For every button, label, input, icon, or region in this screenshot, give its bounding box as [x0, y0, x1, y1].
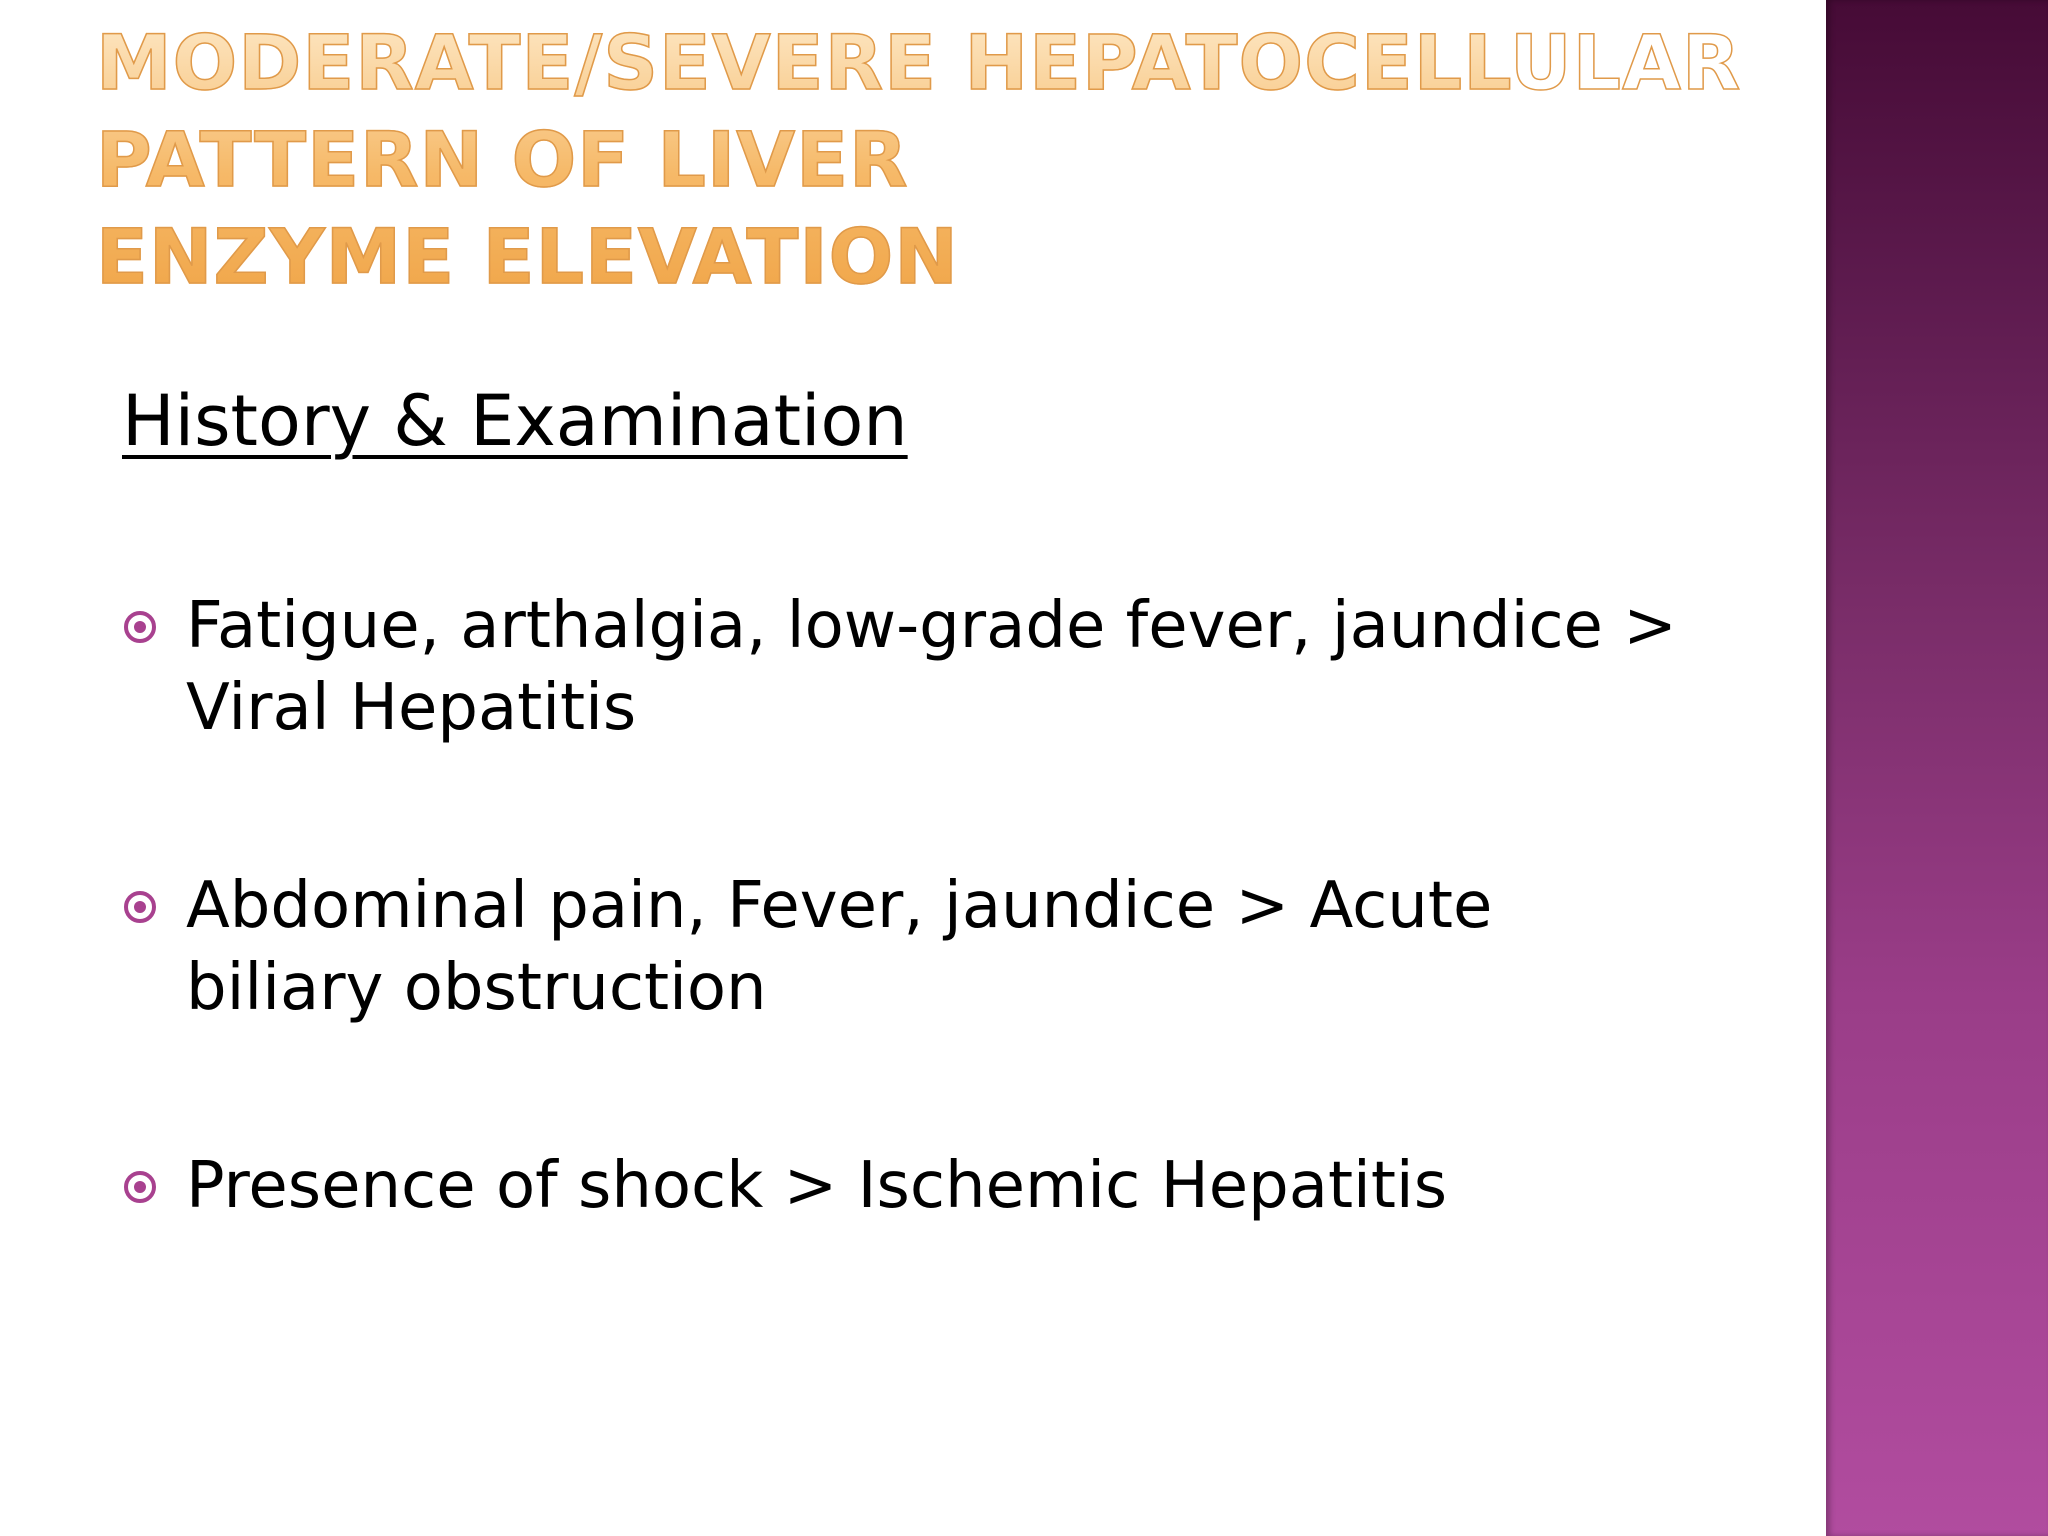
- bullet-item: [120, 585, 1700, 749]
- circle-dot-bullet-icon: [124, 1171, 156, 1203]
- slide-title: [96, 14, 1742, 305]
- bullet-text: Presence of shock > Ischemic Hepatitis: [186, 1149, 1448, 1223]
- circle-dot-bullet-icon: [124, 611, 156, 643]
- title-line-2: PATTERN OF LIVER: [96, 115, 909, 204]
- section-subheading: History & Examination: [122, 380, 908, 462]
- bullet-item: [120, 1145, 1700, 1227]
- title-line-1: MODERATE/SEVERE HEPATOCELLULAR: [96, 18, 1742, 107]
- bullet-text: Abdominal pain, Fever, jaundice > Acute biliary obstruction: [186, 869, 1493, 1025]
- title-line-3: ENZYME ELEVATION: [96, 212, 959, 301]
- decorative-side-band: [1826, 0, 2048, 1536]
- bullet-item: [120, 865, 1700, 1029]
- bullet-list: [120, 585, 1700, 1343]
- bullet-text: Fatigue, arthalgia, low-grade fever, jaundice > Viral Hepatitis: [186, 589, 1677, 745]
- circle-dot-bullet-icon: [124, 891, 156, 923]
